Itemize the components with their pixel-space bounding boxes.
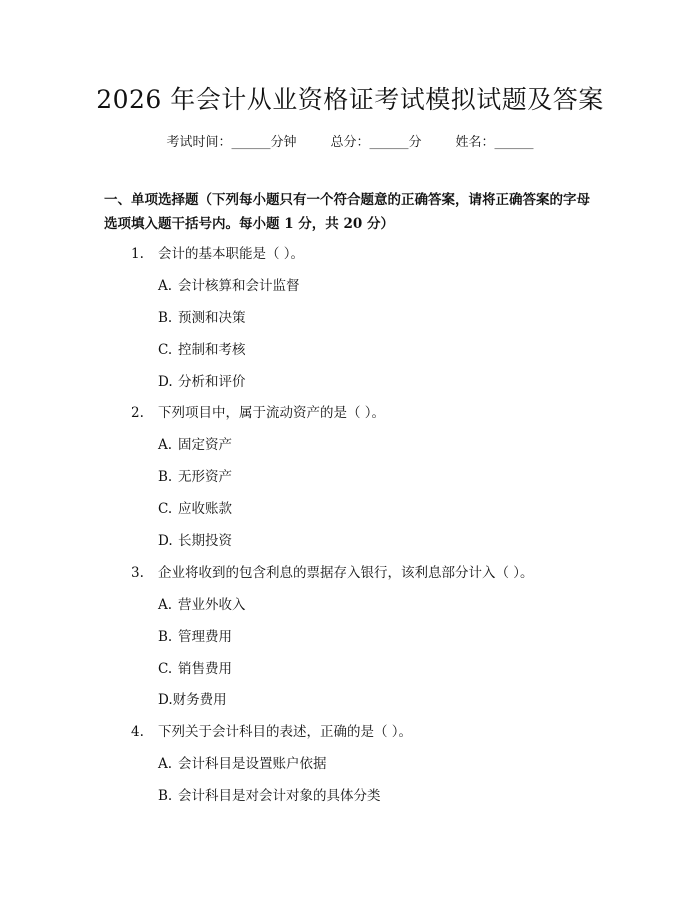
question-text: 会计的基本职能是（ ）。 (158, 246, 305, 262)
option-3a (158, 595, 246, 615)
exam-time-field: 考试时间：______分钟 (166, 135, 297, 150)
option-text: 无形资产 (178, 469, 232, 485)
question-number: 1. (131, 246, 144, 262)
question-number: 3. (131, 565, 144, 581)
option-text: 管理费用 (178, 629, 232, 645)
option-text: 会计科目是设置账户依据 (178, 756, 327, 772)
question-number: 4. (131, 724, 144, 740)
option-letter: B. (158, 310, 173, 326)
option-1d (158, 372, 246, 392)
question-3 (131, 563, 534, 583)
option-3c (158, 659, 232, 679)
option-letter: C. (158, 501, 173, 517)
option-text: 固定资产 (178, 437, 232, 453)
question-4 (131, 722, 412, 742)
option-4a (158, 754, 327, 774)
option-1c (158, 340, 246, 360)
option-text: 营业外收入 (178, 597, 246, 613)
option-text: 会计科目是对会计对象的具体分类 (178, 788, 381, 804)
question-number: 2. (131, 405, 144, 421)
section-heading: 一、单项选择题（下列每小题只有一个符合题意的正确答案，请将正确答案的字母选项填入题干括号内。每小题 1 分，共 20 分） (104, 192, 590, 232)
question-2 (131, 403, 385, 423)
option-text: 应收账款 (178, 501, 232, 517)
total-score-field: 总分：______分 (330, 135, 422, 150)
option-text: 财务费用 (172, 692, 227, 708)
option-4b (158, 786, 381, 806)
option-2a (158, 435, 232, 455)
question-text: 下列关于会计科目的表述，正确的是（ ）。 (158, 724, 413, 740)
option-letter: D. (158, 374, 173, 390)
option-letter: A. (158, 437, 173, 453)
question-1 (131, 244, 304, 264)
option-2b (158, 467, 232, 487)
student-name-field: 姓名：______ (455, 135, 534, 150)
option-text: 会计核算和会计监督 (178, 278, 300, 294)
document-title: 2026 年会计从业资格证考试模拟试题及答案 (96, 85, 604, 114)
option-letter: B. (158, 469, 173, 485)
option-text: 销售费用 (178, 661, 232, 677)
exam-info (0, 131, 700, 150)
question-text: 下列项目中，属于流动资产的是（ ）。 (158, 405, 386, 421)
option-letter: C. (158, 342, 173, 358)
option-letter: A. (158, 278, 173, 294)
option-letter: D. (158, 692, 173, 708)
option-letter: D. (158, 533, 173, 549)
option-text: 预测和决策 (178, 310, 246, 326)
option-1b (158, 308, 246, 328)
option-text: 长期投资 (178, 533, 232, 549)
option-2c (158, 499, 232, 519)
option-text: 控制和考核 (178, 342, 246, 358)
option-letter: B. (158, 629, 173, 645)
option-letter: C. (158, 661, 173, 677)
option-letter: B. (158, 788, 173, 804)
question-text: 企业将收到的包含利息的票据存入银行，该利息部分计入（ ）。 (158, 565, 534, 581)
option-2d (158, 531, 232, 551)
option-letter: A. (158, 756, 173, 772)
option-3d (158, 690, 227, 710)
option-3b (158, 627, 232, 647)
option-text: 分析和评价 (178, 374, 246, 390)
option-1a (158, 276, 300, 296)
option-letter: A. (158, 597, 173, 613)
